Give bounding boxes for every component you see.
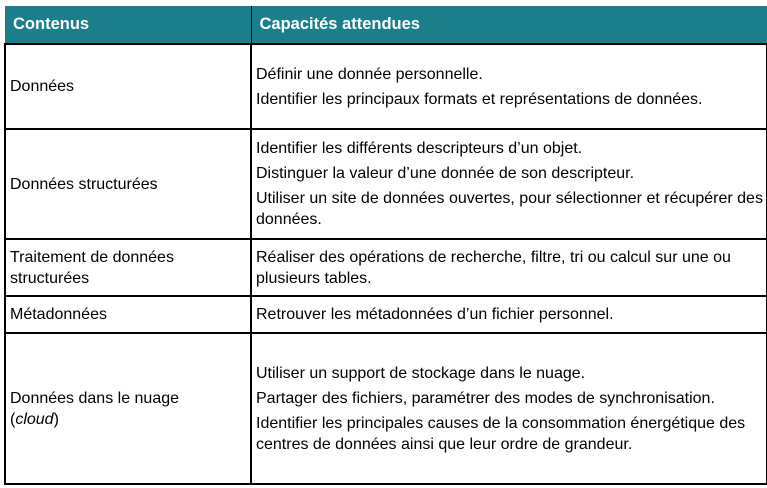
table-header-row [5,6,767,44]
contenu-suffix-italic: cloud [15,410,54,428]
capacite-item: Utiliser un support de stockage dans le nuage. [256,364,586,382]
table-row [5,333,767,484]
contenu-cell: Traitement de données structurées [5,239,251,296]
capacites-cell [251,296,767,333]
table-row [5,129,767,239]
capacites-cell [251,239,767,296]
capacite-item: Identifier les principales causes de la consommation énergétique des centres de données ainsi que leur ordre de grandeur. [256,414,746,453]
contenu-suffix-close: ) [53,410,59,428]
contenu-cell [5,333,251,484]
contenu-cell: Données structurées [5,129,251,239]
contenu-cell: Données [5,44,251,129]
programme-table [4,6,767,485]
contenu-cell: Métadonnées [5,296,251,333]
table-row [5,239,767,296]
capacite-item: Réaliser des opérations de recherche, filtre, tri ou calcul sur une ou plusieurs tables. [256,248,731,287]
header-capacites: Capacités attendues [251,6,767,44]
capacites-cell [251,333,767,484]
capacite-item: Définir une donnée personnelle. [256,65,483,83]
capacites-cell [251,129,767,239]
contenu-label: Données dans le nuage [10,389,180,407]
table-row [5,296,767,333]
header-contenus: Contenus [5,6,251,44]
capacite-item: Utiliser un site de données ouvertes, pour sélectionner et récupérer des données. [256,190,763,228]
contenu-suffix-open: ( [10,410,16,428]
capacite-item: Distinguer la valeur d’une donnée de son descripteur. [256,165,635,182]
capacite-item: Retrouver les métadonnées d’un fichier personnel. [256,306,614,323]
capacites-cell [251,44,767,129]
capacite-item: Identifier les différents descripteurs d’un objet. [256,140,583,157]
capacite-item: Identifier les principaux formats et représentations de données. [256,90,703,108]
capacite-item: Partager des fichiers, paramétrer des modes de synchronisation. [256,389,715,407]
table-row [5,44,767,129]
